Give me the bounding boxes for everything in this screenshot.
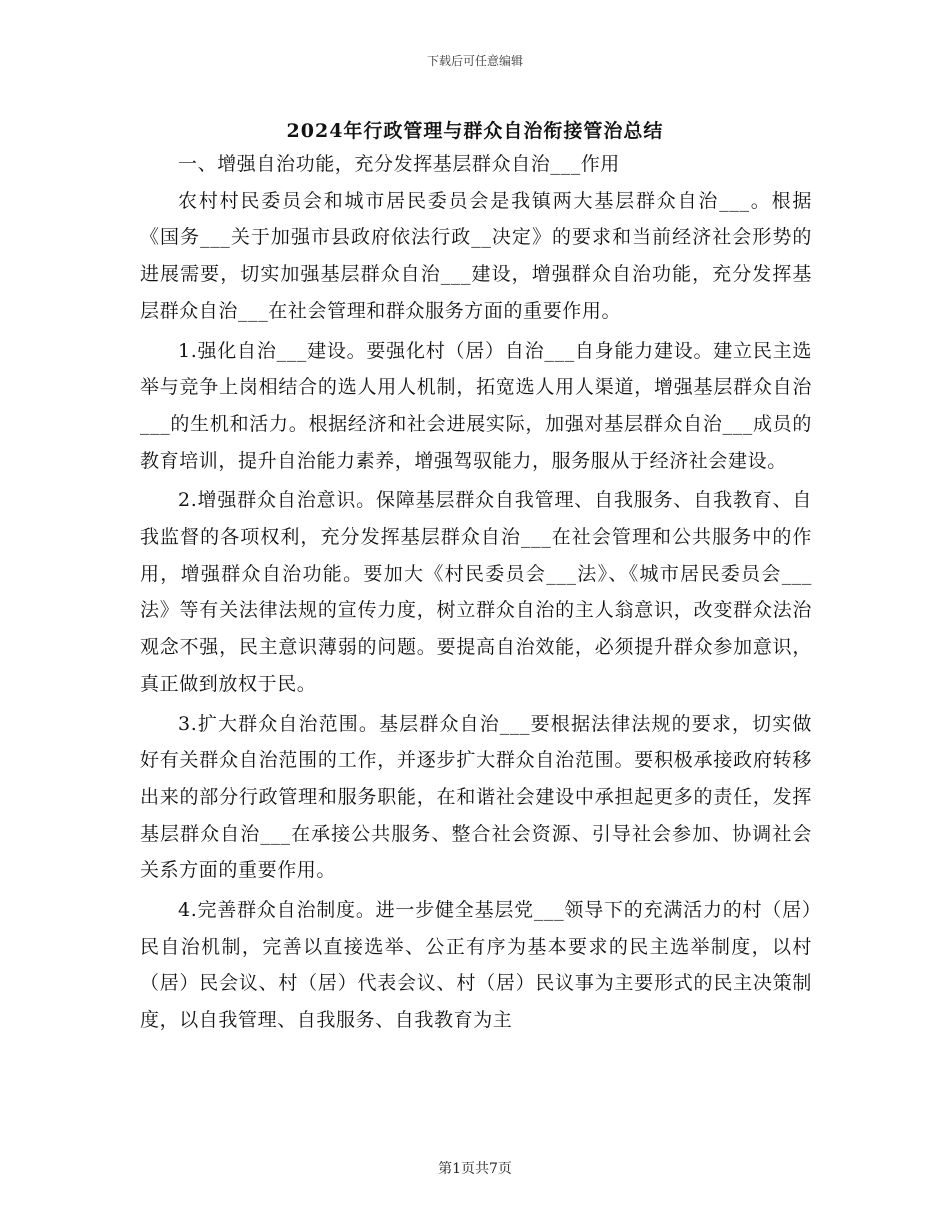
page-header-note: 下载后可任意编辑 <box>426 54 523 68</box>
document-body <box>140 146 812 1039</box>
section-heading: 一、增强自治功能，充分发挥基层群众自治___作用 <box>178 153 620 175</box>
document-title: 2024年行政管理与群众自治衔接管治总结 <box>286 120 664 142</box>
paragraph-item-1: 1.强化自治___建设。要强化村（居）自治___自身能力建设。建立民主选举与竞争上岗相结合的选人用人机制，拓宽选人用人渠道，增强基层群众自治___的生机和活力。根据经济和社会进展实际，加强对基层群众自治___成员的教育培训，提升自治能力素养，增强驾驭能力，服务服从于经济社会建设。 <box>140 339 812 472</box>
paragraph-intro: 农村村民委员会和城市居民委员会是我镇两大基层群众自治___。根据《国务___关于加强市县政府依法行政__决定》的要求和当前经济社会形势的进展需要，切实加强基层群众自治___建设，增强群众自治功能，充分发挥基层群众自治___在社会管理和群众服务方面的重要作用。 <box>140 189 812 322</box>
paragraph-item-3: 3.扩大群众自治范围。基层群众自治___要根据法律法规的要求，切实做好有关群众自治范围的工作，并逐步扩大群众自治范围。要积极承接政府转移出来的部分行政管理和服务职能，在和谐社会建设中承担起更多的责任，发挥基层群众自治___在承接公共服务、整合社会资源、引导社会参加、协调社会关系方面的重要作用。 <box>140 712 812 882</box>
paragraph-item-2: 2.增强群众自治意识。保障基层群众自我管理、自我服务、自我教育、自我监督的各项权利，充分发挥基层群众自治___在社会管理和公共服务中的作用，增强群众自治功能。要加大《村民委员会___法》、《城市居民委员会___法》等有关法律法规的宣传力度，树立群众自治的主人翁意识，改变群众法治观念不强，民主意识薄弱的问题。要提高自治效能，必须提升群众参加意识，真正做到放权于民。 <box>140 489 812 695</box>
paragraph-item-4: 4.完善群众自治制度。进一步健全基层党___领导下的充满活力的村（居）民自治机制，完善以直接选举、公正有序为基本要求的民主选举制度，以村（居）民会议、村（居）代表会议、村（居）民议事为主要形式的民主决策制度，以自我管理、自我服务、自我教育为主 <box>140 899 812 1032</box>
page-number: 第1页共7页 <box>438 1161 512 1177</box>
